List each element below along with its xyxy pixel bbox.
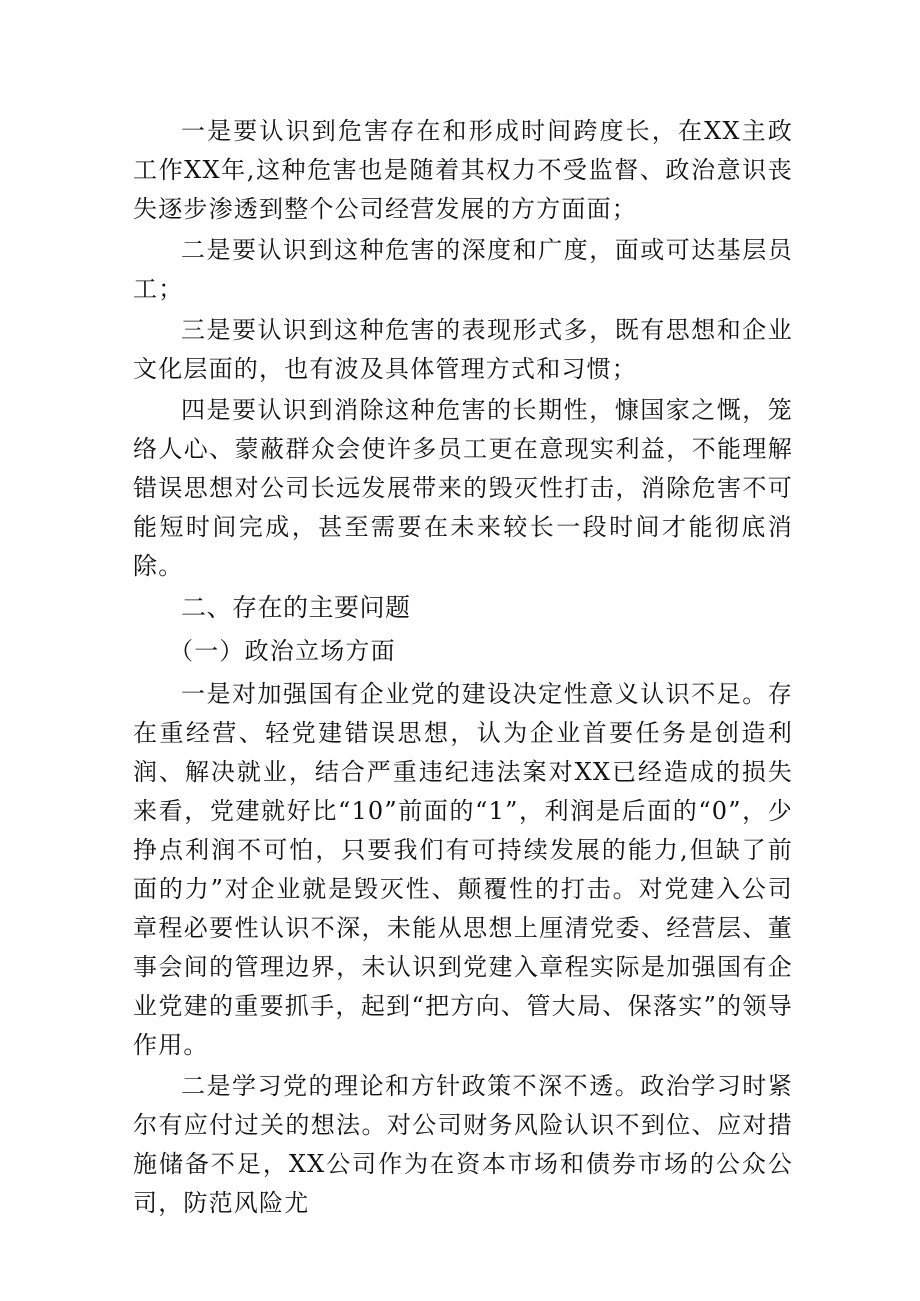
- section-heading: 二、存在的主要问题: [181, 593, 411, 622]
- paragraph-6: 二是学习党的理论和方针政策不深不透。政治学习时紧尔有应付过关的想法。对公司财务风险认识不到位、应对措施储备不足，XX公司作为在资本市场和债券市场的公众公司，防范风险尤: [133, 1072, 793, 1217]
- document-body: [133, 112, 793, 1225]
- paragraph-5: 一是对加强国有企业党的建设决定性意义认识不足。存在重经营、轻党建错误思想，认为企业首要任务是创造利润、解决就业，结合严重违纪违法案对XX已经造成的损失来看，党建就好比“10”前面的“1”，利润是后面的“0”，少挣点利润不可怕，只要我们有可持续发展的能力,但缺了前面的力”对企业就是毁灭性、颠覆性的打击。对党建入公司章程必要性认识不深，未能从思想上厘清党委、经营层、董事会间的管理边界，未认识到党建入章程实际是加强国有企业党建的重要抓手，起到“把方向、管大局、保落实”的领导作用。: [133, 680, 793, 1059]
- paragraph-4: 四是要认识到消除这种危害的长期性，慷国家之慨，笼络人心、蒙蔽群众会使许多员工更在意现实利益，不能理解错误思想对公司长远发展带来的毁灭性打击，消除危害不可能短时间完成，甚至需要在未来较长一段时间才能彻底消除。: [133, 396, 793, 580]
- subsection-heading: （一）政治立场方面: [169, 637, 396, 665]
- paragraph-3: 三是要认识到这种危害的表现形式多，既有思想和企业文化层面的，也有波及具体管理方式和习惯；: [133, 316, 793, 383]
- paragraph-1: 一是要认识到危害存在和形成时间跨度长，在XX主政工作XX年,这种危害也是随着其权力不受监督、政治意识丧失逐步渗透到整个公司经营发展的方方面面；: [133, 117, 793, 223]
- paragraph-2: 二是要认识到这种危害的深度和广度，面或可达基层员工；: [133, 236, 793, 303]
